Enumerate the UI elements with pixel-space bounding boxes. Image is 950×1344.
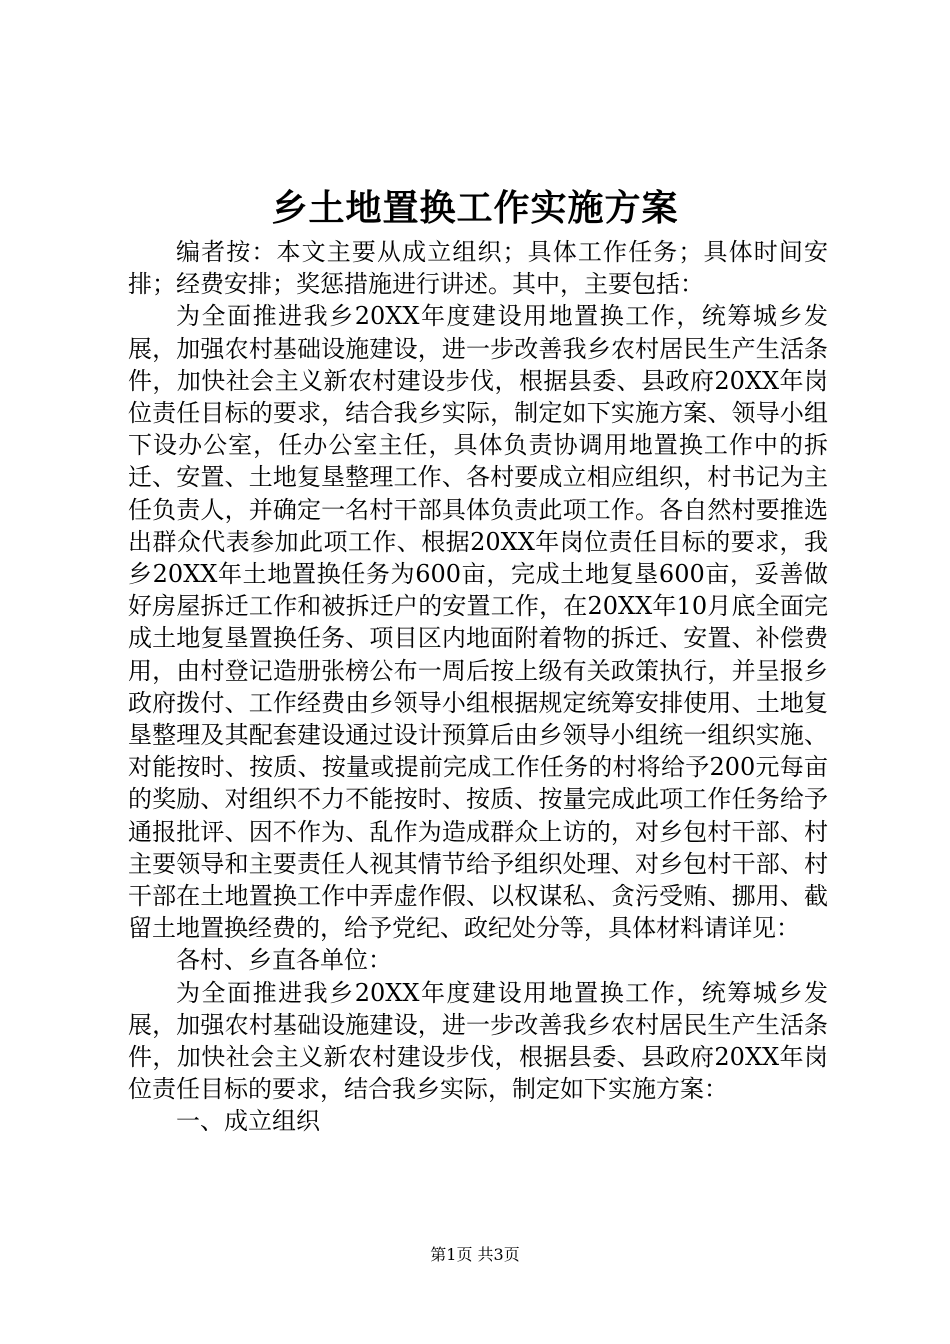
intro-paragraph: 为全面推进我乡20XX年度建设用地置换工作，统筹城乡发展，加强农村基础设施建设，进一步改善我乡农村居民生产生活条件，加快社会主义新农村建设步伐，根据县委、县政府20XX年岗位责任目标的要求，结合我乡实际，制定如下实施方案：: [128, 978, 828, 1104]
summary-paragraph: 为全面推进我乡20XX年度建设用地置换工作，统筹城乡发展，加强农村基础设施建设，进一步改善我乡农村居民生产生活条件，加快社会主义新农村建设步伐，根据县委、县政府20XX年岗位责任目标的要求，结合我乡实际，制定如下实施方案、领导小组下设办公室，任办公室主任，具体负责协调用地置换工作中的拆迁、安置、土地复垦整理工作、各村要成立相应组织，村书记为主任负责人，并确定一名村干部具体负责此项工作。各自然村要推选出群众代表参加此项工作、根据20XX年岗位责任目标的要求，我乡20XX年土地置换任务为600亩，完成土地复垦600亩，妥善做好房屋拆迁工作和被拆迁户的安置工作，在20XX年10月底全面完成土地复垦置换任务、项目区内地面附着物的拆迁、安置、补偿费用，由村登记造册张榜公布一周后按上级有关政策执行，并呈报乡政府拨付、工作经费由乡领导小组根据规定统筹安排使用、土地复垦整理及其配套建设通过设计预算后由乡领导小组统一组织实施、对能按时、按质、按量或提前完成工作任务的村将给予200元每亩的奖励、对组织不力不能按时、按质、按量完成此项工作任务给予通报批评、因不作为、乱作为造成群众上访的，对乡包村干部、村主要领导和主要责任人视其情节给予组织处理、对乡包村干部、村干部在土地置换工作中弄虚作假、以权谋私、贪污受贿、挪用、截留土地置换经费的，给予党纪、政纪处分等，具体材料请详见：: [128, 302, 828, 943]
editor-note-paragraph: 编者按：本文主要从成立组织；具体工作任务；具体时间安排；经费安排；奖惩措施进行讲述。其中，主要包括：: [128, 238, 828, 299]
document-body: [128, 236, 828, 1138]
salutation-paragraph: 各村、乡直各单位：: [176, 946, 392, 975]
section-heading: 一、成立组织: [176, 1107, 320, 1136]
page-number-footer: 第1页 共3页: [430, 1245, 520, 1264]
document-title: 乡土地置换工作实施方案: [271, 187, 679, 229]
